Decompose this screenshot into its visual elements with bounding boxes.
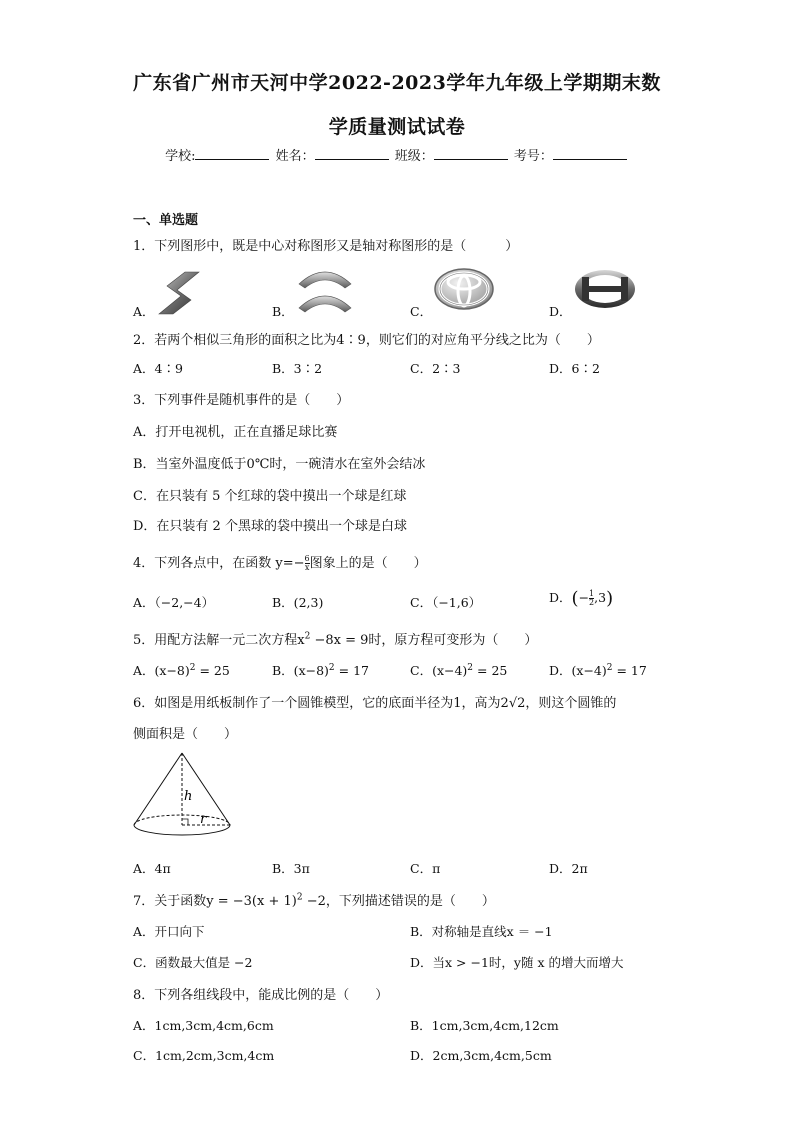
q1-option-c: C． bbox=[410, 304, 433, 319]
question-1-stem: 1．下列图形中，既是中心对称图形又是轴对称图形的是（ ） bbox=[133, 239, 519, 254]
q5-option-d bbox=[549, 661, 647, 679]
student-info-row bbox=[0, 145, 794, 164]
q5-d-pre: D．(x−4) bbox=[549, 663, 607, 678]
question-3-stem: 3．下列事件是随机事件的是（ ） bbox=[133, 393, 350, 408]
suzuki-logo-icon bbox=[155, 270, 205, 316]
q7-stem-post: −2，下列描述错误的是（ ） bbox=[302, 894, 495, 909]
q8-option-b: B．1cm,3cm,4cm,12cm bbox=[410, 1018, 559, 1033]
citroen-logo-icon bbox=[295, 262, 355, 314]
q5-c-exp: 2 bbox=[467, 662, 474, 673]
q5-b-post: = 17 bbox=[334, 663, 369, 678]
name-label: 姓名： bbox=[275, 149, 315, 164]
q4-d-frac-den: 2 bbox=[589, 598, 595, 607]
q5-stem-pre: 5．用配方法解一元二次方程x bbox=[133, 633, 305, 648]
school-label: 学校: bbox=[165, 149, 196, 164]
q2-option-b: B．3∶2 bbox=[272, 361, 323, 376]
q6-option-d: D．2π bbox=[549, 861, 588, 876]
q5-a-post: = 25 bbox=[195, 663, 230, 678]
q2-option-d: D．6∶2 bbox=[549, 361, 600, 376]
q7-stem-sup: 2 bbox=[296, 892, 303, 903]
q6-option-a: A．4π bbox=[133, 861, 171, 876]
question-2-stem: 2．若两个相似三角形的面积之比为4∶9，则它们的对应角平分线之比为（ ） bbox=[133, 333, 600, 348]
exam-title-line2: 学质量测试试卷 bbox=[328, 116, 466, 138]
number-label: 考号： bbox=[513, 149, 553, 164]
q5-c-post: = 25 bbox=[473, 663, 508, 678]
class-label: 班级： bbox=[394, 149, 434, 164]
q4-option-a: A．（−2,−4） bbox=[133, 595, 215, 610]
q5-d-post: = 17 bbox=[612, 663, 647, 678]
q4-option-b: B．(2,3) bbox=[272, 595, 324, 610]
q4-stem-post: 图象上的是（ ） bbox=[309, 556, 427, 571]
q3-option-b: B．当室外温度低于0℃时，一碗清水在室外会结冰 bbox=[133, 457, 426, 472]
q5-stem-sup: 2 bbox=[304, 631, 311, 642]
q8-option-d: D．2cm,3cm,4cm,5cm bbox=[410, 1048, 552, 1063]
q8-option-a: A．1cm,3cm,4cm,6cm bbox=[133, 1018, 274, 1033]
q5-d-exp: 2 bbox=[606, 662, 613, 673]
q3-option-d: D．在只装有 2 个黑球的袋中摸出一个球是白球 bbox=[133, 519, 407, 534]
name-blank[interactable] bbox=[315, 147, 389, 160]
q6-option-b: B．3π bbox=[272, 861, 310, 876]
q7-option-a: A．开口向下 bbox=[133, 924, 205, 939]
q1-option-d: D． bbox=[549, 304, 572, 319]
q4-frac-num: 6 bbox=[304, 554, 310, 563]
cone-diagram bbox=[132, 750, 232, 840]
question-5-stem bbox=[133, 629, 537, 648]
q4-option-d: D．(− $\frac{1}{2}$ ,3) bbox=[549, 588, 614, 609]
q5-option-c bbox=[410, 661, 507, 679]
q4-d-post: ,3 bbox=[594, 590, 607, 605]
q4-frac-den: x bbox=[304, 563, 310, 572]
question-8-stem: 8．下列各组线段中，能成比例的是（ ） bbox=[133, 988, 389, 1003]
hino-logo-icon bbox=[573, 268, 637, 310]
question-6-stem-line2: 侧面积是（ ） bbox=[133, 727, 238, 742]
q2-option-a: A．4∶9 bbox=[133, 361, 183, 376]
q1-option-b: B． bbox=[272, 304, 294, 319]
q5-option-b bbox=[272, 661, 369, 679]
q5-stem-post: −8x = 9时，原方程可变形为（ ） bbox=[310, 633, 538, 648]
q5-option-a bbox=[133, 661, 230, 679]
q5-a-pre: A．(x−8) bbox=[133, 663, 190, 678]
q8-option-c: C．1cm,2cm,3cm,4cm bbox=[133, 1048, 275, 1063]
q7-option-d: D．当x > −1时，y随 x 的增大而增大 bbox=[410, 955, 624, 970]
q2-option-c: C．2∶3 bbox=[410, 361, 461, 376]
q1-option-a: A． bbox=[133, 304, 155, 319]
q4-d-label: D． bbox=[549, 590, 572, 605]
q7-option-b: B．对称轴是直线x ＝ −1 bbox=[410, 924, 553, 939]
q7-option-c: C．函数最大值是 −2 bbox=[133, 955, 253, 970]
q3-option-c: C．在只装有 5 个红球的袋中摸出一个球是红球 bbox=[133, 489, 407, 504]
q4-d-neg: − bbox=[578, 590, 590, 605]
question-6-stem-line1: 6．如图是用纸板制作了一个圆锥模型，它的底面半径为1，高为2√2，则这个圆锥的 bbox=[133, 696, 617, 711]
section-heading: 一、单选题 bbox=[133, 213, 199, 228]
school-blank[interactable] bbox=[195, 147, 269, 160]
q4-stem-pre: 4．下列各点中，在函数 y=− bbox=[133, 556, 305, 571]
cone-label-h: h bbox=[184, 789, 193, 804]
number-blank[interactable] bbox=[553, 147, 627, 160]
q5-b-pre: B．(x−8) bbox=[272, 663, 329, 678]
question-4-stem bbox=[133, 552, 427, 572]
q6-option-c: C．π bbox=[410, 861, 441, 876]
exam-title-line1: 广东省广州市天河中学2022-2023学年九年级上学期期末数 bbox=[133, 72, 661, 94]
question-7-stem bbox=[133, 890, 495, 909]
q3-option-a: A．打开电视机，正在直播足球比赛 bbox=[133, 425, 338, 440]
toyota-logo-icon bbox=[433, 267, 495, 311]
q7-stem-pre: 7．关于函数y = −3(x + 1) bbox=[133, 894, 297, 909]
q4-option-c: C．（−1,6） bbox=[410, 595, 482, 610]
q5-b-exp: 2 bbox=[328, 662, 335, 673]
q5-c-pre: C．(x−4) bbox=[410, 663, 468, 678]
cone-label-r: r bbox=[200, 812, 207, 827]
class-blank[interactable] bbox=[434, 147, 508, 160]
q5-a-exp: 2 bbox=[189, 662, 196, 673]
q4-d-frac-num: 1 bbox=[589, 589, 595, 598]
